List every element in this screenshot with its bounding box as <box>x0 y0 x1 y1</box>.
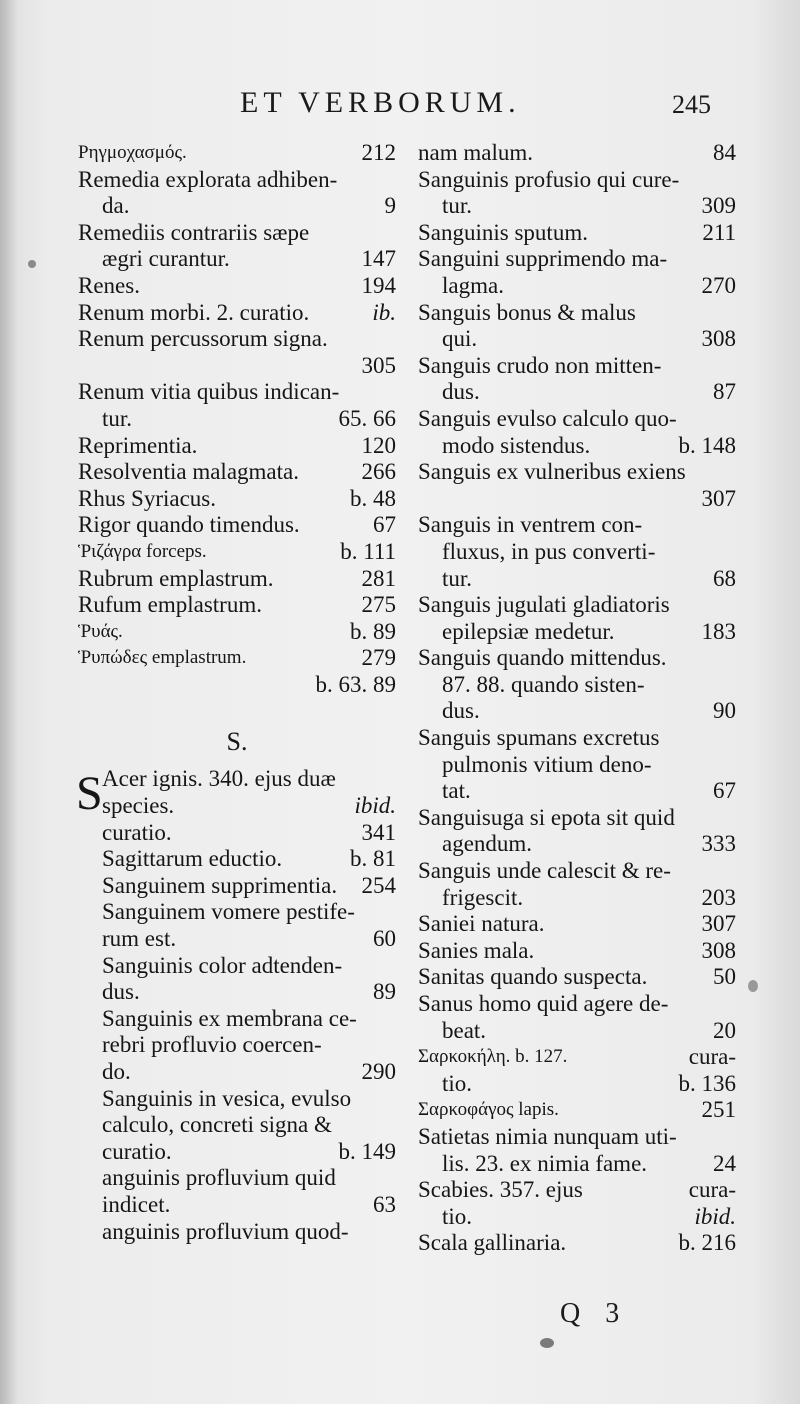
entry-text: Sanguis in ventrem con- <box>418 512 643 538</box>
index-entry <box>418 858 736 911</box>
index-entry <box>418 1177 736 1230</box>
page-number: 245 <box>672 90 711 119</box>
index-entry <box>418 1044 736 1097</box>
entry-reference: 68 <box>713 565 736 591</box>
index-entry <box>78 1006 396 1086</box>
entry-reference: b. 148 <box>678 432 736 458</box>
entry-reference: 67 <box>373 512 396 538</box>
entry-text: dus. <box>442 379 480 405</box>
entry-text: anguinis profluvium quod- <box>102 1218 349 1244</box>
entry-reference: 90 <box>713 698 736 724</box>
entry-text: Sanus homo quid agere de- <box>418 991 669 1016</box>
entry-reference: cura- <box>688 1044 736 1070</box>
entry-text: Saniei natura. <box>418 911 545 937</box>
entry-text: Renes. <box>78 272 140 298</box>
entry-reference: 281 <box>361 565 396 591</box>
entry-text: anguinis profluvium quid <box>102 1165 336 1191</box>
entry-reference: 333 <box>701 831 736 857</box>
entry-text: Sanguis jugulati gladiatoris <box>418 592 670 618</box>
entry-reference: 194 <box>361 272 396 298</box>
entry-text: Sanguis quando mittendus. <box>418 645 667 671</box>
entry-reference: 120 <box>361 432 396 458</box>
entry-text: Sanguinem vomere pestife- <box>102 899 355 925</box>
entry-reference: 307 <box>701 485 736 511</box>
entry-text: Sagittarum eductio. <box>102 846 283 872</box>
index-entry <box>418 991 736 1044</box>
entry-text: Sanguinis in vesica, evulso <box>102 1085 352 1111</box>
entry-reference: 275 <box>361 592 396 618</box>
entry-text: 87. 88. quando sisten- <box>442 671 645 697</box>
index-entry <box>78 873 396 900</box>
signature-mark: Q <box>560 1298 581 1329</box>
index-entry <box>418 300 736 353</box>
entry-text: tio. <box>442 1070 473 1096</box>
entry-text: Scala gallinaria. <box>418 1230 567 1256</box>
index-entry <box>78 512 396 539</box>
entry-text: tat. <box>442 778 471 804</box>
entry-text: do. <box>102 1059 131 1084</box>
entry-text: Ῥυάς. <box>78 620 123 642</box>
entry-text: agendum. <box>442 831 533 857</box>
entry-text: Ῥιζάγρα forceps. <box>78 540 207 562</box>
entry-text: Ῥυπώδες emplastrum. <box>78 647 247 669</box>
entry-reference: 50 <box>713 964 736 990</box>
entry-text: Renum morbi. 2. curatio. <box>78 299 310 325</box>
entry-text: Renum percussorum signa. <box>78 326 328 352</box>
index-entry <box>78 1219 396 1246</box>
entry-reference: 309 <box>701 193 736 219</box>
entry-text: Satietas nimia nunquam uti- <box>418 1123 677 1149</box>
entry-text: Σαρκοφάγος lapis. <box>418 1099 559 1121</box>
entry-reference: 270 <box>701 272 736 298</box>
index-entry <box>78 379 396 432</box>
entry-text: dus. <box>102 979 140 1005</box>
index-entry <box>78 459 396 486</box>
index-entry <box>418 805 736 858</box>
index-entry <box>418 645 736 725</box>
index-entry <box>78 539 396 566</box>
entry-text: rebri profluvio coercen- <box>102 1032 322 1058</box>
drop-cap-entry <box>78 766 396 1245</box>
entry-text: da. <box>102 193 130 219</box>
entry-text: Sanies mala. <box>418 937 535 963</box>
entry-text: Sanguinis color adtenden- <box>102 952 343 978</box>
entry-text: Renum vitia quibus indican- <box>78 379 340 405</box>
entry-reference: 211 <box>702 219 736 245</box>
entry-text: Sanguis ex vulneribus exiens <box>418 459 686 485</box>
entry-text: Sanitas quando suspecta. <box>418 964 648 990</box>
entry-reference: b. 216 <box>678 1230 736 1256</box>
index-entry <box>418 459 736 512</box>
entry-text: modo sistendus. <box>442 432 591 458</box>
entry-text: Sanguis crudo non mitten- <box>418 352 662 378</box>
stain <box>748 980 758 992</box>
entry-text: rum est. <box>102 926 177 952</box>
entry-text: Remedia explorata adhiben- <box>78 166 338 192</box>
entry-text: indicet. <box>102 1191 171 1217</box>
running-header <box>0 86 800 126</box>
entry-reference: 60 <box>373 926 396 952</box>
index-entry <box>78 167 396 220</box>
entry-reference: 183 <box>701 618 736 644</box>
entry-reference: 254 <box>361 872 396 898</box>
entry-text: Sanguinis sputum. <box>418 219 588 245</box>
entry-text: Reprimentia. <box>78 432 198 458</box>
entry-reference: ibid. <box>694 1203 736 1229</box>
entry-text: Sanguis bonus & malus <box>418 299 636 325</box>
entry-reference: 308 <box>701 326 736 352</box>
entry-reference: 251 <box>701 1097 736 1123</box>
entry-reference: 147 <box>361 246 396 272</box>
entry-text: beat. <box>442 1017 487 1043</box>
entry-text: Rigor quando timendus. <box>78 512 300 538</box>
entry-reference: b. 111 <box>340 538 396 564</box>
entry-text: epilepsiæ medetur. <box>442 618 615 644</box>
left-column <box>78 140 396 1245</box>
index-entry <box>418 167 736 220</box>
index-entry <box>78 953 396 1006</box>
entry-reference: b. 89 <box>350 618 396 644</box>
entry-reference: 305 <box>361 352 396 378</box>
entry-reference: b. 136 <box>678 1070 736 1096</box>
index-entry <box>78 140 396 167</box>
entry-text: curatio. <box>102 819 172 845</box>
index-entry <box>418 353 736 406</box>
entry-text: Ρηγμοχασμός. <box>78 142 187 163</box>
entry-reference: 63 <box>373 1191 396 1217</box>
index-entry <box>418 1230 736 1257</box>
index-entry <box>78 220 396 273</box>
index-entry <box>78 326 396 379</box>
index-entry <box>78 1165 396 1218</box>
entry-text: lagma. <box>442 272 504 298</box>
index-entry <box>78 300 396 327</box>
drop-cap: S <box>76 767 103 821</box>
index-entry <box>418 140 736 167</box>
entry-text: Sanguinis profusio qui cure- <box>418 166 680 192</box>
right-column <box>418 140 736 1257</box>
entry-text: species. <box>102 793 175 819</box>
index-entry <box>78 899 396 952</box>
entry-text: frigescit. <box>442 884 524 910</box>
entry-text: Rhus Syriacus. <box>78 485 216 511</box>
entry-text: Acer ignis. 340. ejus duæ <box>102 766 336 792</box>
entry-text: lis. 23. ex nimia fame. <box>442 1150 648 1176</box>
entry-reference: b. 48 <box>350 485 396 511</box>
index-entry <box>78 846 396 873</box>
entry-text: qui. <box>442 326 478 352</box>
entry-text: Σαρκοκήλη. b. 127. <box>418 1046 568 1068</box>
running-title: ET VERBORUM. <box>240 86 521 119</box>
entry-text: Sanguini supprimendo ma- <box>418 246 668 272</box>
entry-reference: 308 <box>701 937 736 963</box>
entry-reference: b. 63. 89 <box>315 671 396 697</box>
entry-text: curatio. <box>102 1138 172 1164</box>
entry-text: fluxus, in pus converti- <box>442 538 656 564</box>
entry-text: Sanguinem supprimentia. <box>102 872 338 898</box>
entry-text: pulmonis vitium deno- <box>442 751 652 777</box>
stain <box>540 1338 554 1348</box>
index-entry <box>418 512 736 592</box>
stain <box>28 260 36 268</box>
entry-reference: 266 <box>361 459 396 485</box>
index-entry <box>78 766 396 846</box>
index-entry <box>418 725 736 805</box>
index-entry <box>78 1086 396 1166</box>
index-entry <box>418 220 736 247</box>
entry-text: calculo, concreti signa & <box>102 1112 332 1138</box>
entry-reference: b. 81 <box>350 846 396 872</box>
entry-reference: 87 <box>713 379 736 405</box>
entry-reference: 20 <box>713 1017 736 1043</box>
entry-text: tur. <box>442 565 473 591</box>
index-entries-s-continued <box>418 140 736 1257</box>
entry-reference: 67 <box>713 778 736 804</box>
entry-reference: 290 <box>361 1059 396 1084</box>
index-entries-s <box>78 766 396 1245</box>
entry-text: Sanguisuga si epota sit quid <box>418 804 675 830</box>
entry-reference: 9 <box>384 193 396 219</box>
entry-reference: 212 <box>361 140 396 165</box>
index-entry <box>418 911 736 938</box>
entry-text: nam malum. <box>418 140 533 165</box>
entry-text: Sanguinis ex membrana ce- <box>102 1005 357 1031</box>
entry-text: Sanguis evulso calculo quo- <box>418 405 677 431</box>
entry-reference: 65. 66 <box>338 405 396 431</box>
entry-reference: 279 <box>361 645 396 671</box>
entry-reference: ibid. <box>354 793 396 819</box>
index-entry <box>78 486 396 513</box>
index-entry <box>418 592 736 645</box>
entry-reference: 89 <box>373 979 396 1005</box>
index-entry <box>418 938 736 965</box>
entry-text: Resolventia malagmata. <box>78 459 299 485</box>
entry-text: dus. <box>442 698 480 724</box>
entry-reference: 307 <box>701 911 736 937</box>
entry-text: tur. <box>442 193 473 219</box>
index-entry <box>78 433 396 460</box>
entry-reference: 203 <box>701 884 736 910</box>
index-entry <box>78 566 396 593</box>
entry-text: ægri curantur. <box>102 246 230 272</box>
entry-reference: 24 <box>713 1150 736 1176</box>
entry-text: Sanguis spumans excretus <box>418 725 660 751</box>
entry-reference: 341 <box>361 819 396 845</box>
index-entry <box>78 592 396 619</box>
entry-text: Remediis contrariis sæpe <box>78 219 310 245</box>
index-entry <box>418 964 736 991</box>
entry-text: Sanguis unde calescit & re- <box>418 858 671 884</box>
entry-text: tio. <box>442 1203 473 1229</box>
entry-reference: 84 <box>713 140 736 165</box>
index-entry <box>418 1124 736 1177</box>
entry-reference: cura- <box>688 1177 736 1203</box>
index-entry <box>78 645 396 698</box>
entry-text: tur. <box>102 405 133 431</box>
section-letter-heading: S. <box>226 727 248 757</box>
index-entries-r <box>78 140 396 698</box>
index-entry <box>418 246 736 299</box>
entry-text: Rubrum emplastrum. <box>78 565 274 591</box>
entry-reference: ib. <box>372 299 396 325</box>
printer-signature <box>560 1298 637 1330</box>
entry-reference: b. 149 <box>338 1138 396 1164</box>
index-entry <box>418 1097 736 1124</box>
entry-text: Rufum emplastrum. <box>78 592 262 618</box>
index-entry <box>418 406 736 459</box>
signature-number: 3 <box>605 1298 620 1329</box>
index-entry <box>78 619 396 646</box>
entry-text: Scabies. 357. ejus <box>418 1177 583 1203</box>
index-entry <box>78 273 396 300</box>
